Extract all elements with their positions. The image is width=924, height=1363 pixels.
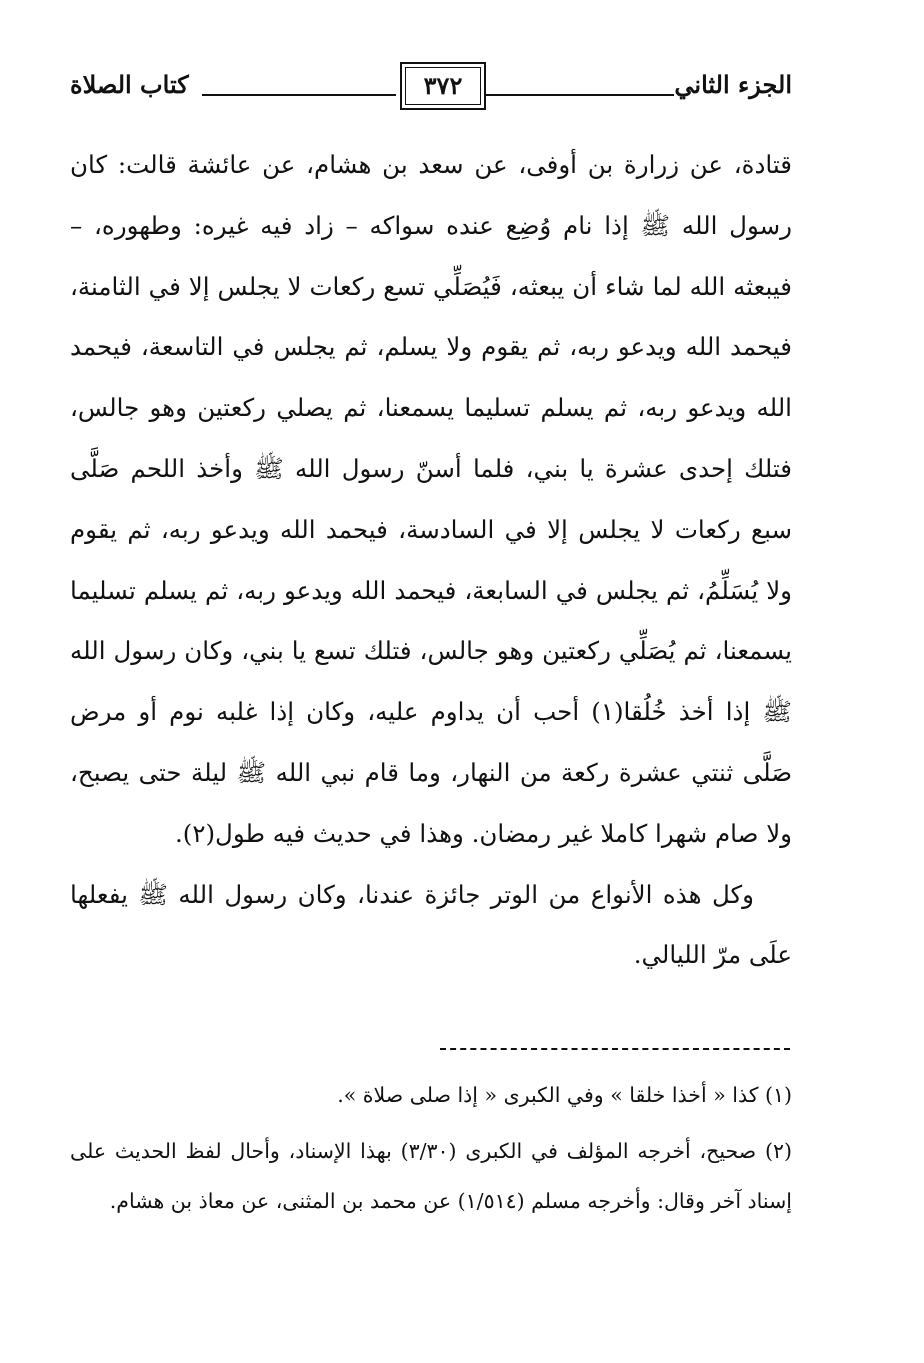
book-title: كتاب الصلاة bbox=[70, 70, 189, 99]
footnotes bbox=[70, 1070, 792, 1226]
footnote-1: (١) كذا « أخذا خلقا » وفي الكبرى « إذا صلى صلاة ». bbox=[337, 1083, 792, 1107]
header-rule-right bbox=[484, 94, 674, 96]
paragraph: وكل هذه الأنواع من الوتر جائزة عندنا، وكان رسول الله ﷺ يفعلها علَى مرّ الليالي. bbox=[70, 879, 792, 970]
footnote-2: (٢) صحيح، أخرجه المؤلف في الكبرى (٣/٣٠) بهذا الإسناد، وأحال لفظ الحديث على إسناد آخر وقال: وأخرجه مسلم (١/٥١٤) عن محمد بن المثنى، عن معاذ بن هشام. bbox=[70, 1139, 792, 1213]
volume-title: الجزء الثاني bbox=[674, 70, 792, 99]
paragraph: قتادة، عن زرارة بن أوفى، عن سعد بن هشام، عن عائشة قالت: كان رسول الله ﷺ إذا نام وُضِع عنده سواكه – زاد فيه غيره: وطهوره، – فيبعثه الله لما شاء أن يبعثه، فَيُصَلِّي تسع ركعات لا يجلس إلا في الثامنة، فيحمد الله ويدعو ربه، ثم يقوم ولا يسلم، ثم يجلس في التاسعة، فيحمد الله ويدعو ربه، ثم يسلم تسليما يسمعنا، ثم يصلي ركعتين وهو جالس، فتلك إحدى عشرة يا بني، فلما أسنّ رسول الله ﷺ وأخذ اللحم صَلَّى سبع ركعات لا يجلس إلا في السادسة، فيحمد الله ويدعو ربه، ثم يقوم ولا يُسَلِّمُ، ثم يجلس في السابعة، فيحمد الله ويدعو ربه، ثم يسلم تسليما يسمعنا، ثم يُصَلِّي ركعتين وهو جالس، فتلك تسع يا بني، وكان رسول الله ﷺ إذا أخذ خُلُقا(١) أحب أن يداوم عليه، وكان إذا غلبه نوم أو مرض صَلَّى ثنتي عشرة ركعة من النهار، وما قام نبي الله ﷺ ليلة حتى يصبح، ولا صام شهرا كاملا غير رمضان. وهذا في حديث فيه طول(٢). bbox=[70, 150, 793, 848]
main-text bbox=[70, 135, 792, 986]
footnote-divider bbox=[440, 1048, 790, 1050]
header-rule-left bbox=[202, 94, 396, 96]
page-number: ٣٧٢ bbox=[400, 62, 486, 110]
page-header bbox=[70, 62, 792, 122]
